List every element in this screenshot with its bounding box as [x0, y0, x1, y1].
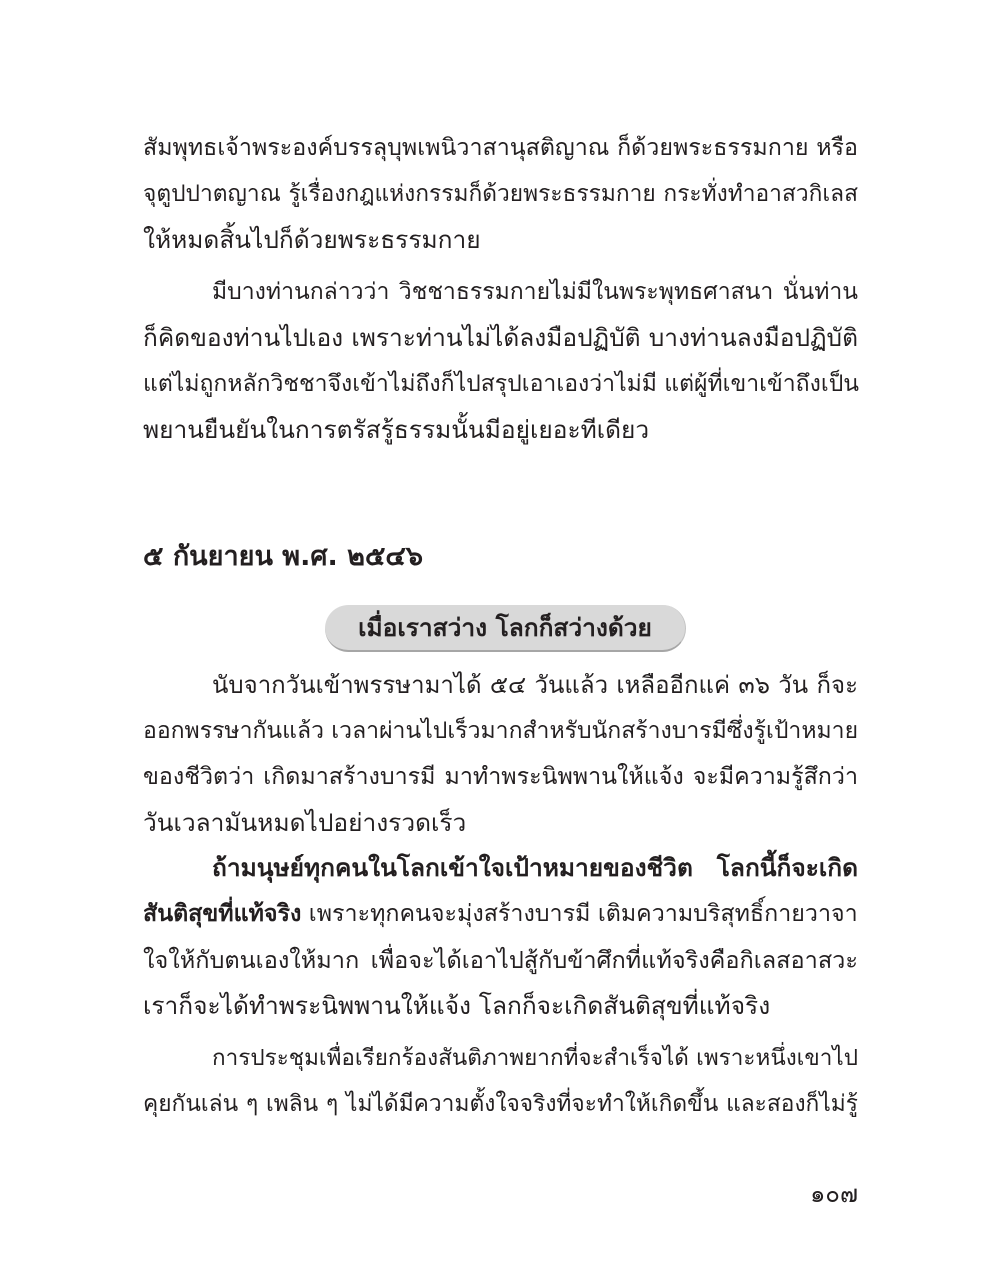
paragraph-2-line-2: ก็คิดของท่านไปเอง เพราะท่านไม่ได้ลงมือปฏิบัติ บางท่านลงมือปฏิบัติ — [143, 323, 858, 352]
paragraph-3-line-4: วันเวลามันหมดไปอย่างรวดเร็ว — [143, 808, 467, 837]
paragraph-4-line-2-rest: เพราะทุกคนจะมุ่งสร้างบารมี เติมความบริสุทธิ์กายวาจา — [301, 900, 858, 927]
paragraph-4-line-2 — [143, 896, 858, 932]
paragraph-3-line-3: ของชีวิตว่า เกิดมาสร้างบารมี มาทำพระนิพพานให้แจ้ง จะมีความรู้สึกว่า — [143, 763, 858, 790]
paragraph-1-line-3: ให้หมดสิ้นไปก็ด้วยพระธรรมกาย — [143, 225, 481, 254]
paragraph-2-line-1: มีบางท่านกล่าวว่า วิชชาธรรมกายไม่มีในพระพุทธศาสนา นั่นท่าน — [212, 279, 858, 305]
paragraph-2-line-4: พยานยืนยันในการตรัสรู้ธรรมนั้นมีอยู่เยอะทีเดียว — [143, 415, 650, 444]
paragraph-3-line-1: นับจากวันเข้าพรรษามาได้ ๕๔ วันแล้ว เหลืออีกแค่ ๓๖ วัน ก็จะ — [212, 671, 858, 699]
emphasis-text: สันติสุขที่แท้จริง — [143, 900, 302, 927]
paragraph-1-line-1: สัมพุทธเจ้าพระองค์บรรลุบุพเพนิวาสานุสติญาณ ก็ด้วยพระธรรมกาย หรือ — [143, 134, 858, 161]
section-title-pill — [325, 605, 686, 652]
paragraph-5-line-1: การประชุมเพื่อเรียกร้องสันติภาพยากที่จะสำเร็จได้ เพราะหนึ่งเขาไป — [212, 1045, 858, 1071]
date-heading: ๕ กันยายน พ.ศ. ๒๕๔๖ — [143, 541, 423, 572]
section-title: เมื่อเราสว่าง โลกก็สว่างด้วย — [358, 613, 652, 642]
paragraph-4-line-4: เราก็จะได้ทำพระนิพพานให้แจ้ง โลกก็จะเกิดสันติสุขที่แท้จริง — [143, 991, 771, 1020]
paragraph-2-line-3: แต่ไม่ถูกหลักวิชชาจึงเข้าไม่ถึงก็ไปสรุปเอาเองว่าไม่มี แต่ผู้ที่เขาเข้าถึงเป็น — [143, 371, 860, 397]
page-number: ๑๐๗ — [810, 1180, 858, 1208]
paragraph-4-line-1: ถ้ามนุษย์ทุกคนในโลกเข้าใจเป้าหมายของชีวิต โลกนี้ก็จะเกิด — [212, 853, 858, 882]
paragraph-3-line-2: ออกพรรษากันแล้ว เวลาผ่านไปเร็วมากสำหรับนักสร้างบารมีซึ่งรู้เป้าหมาย — [143, 718, 859, 744]
paragraph-4-line-3: ใจให้กับตนเองให้มาก เพื่อจะได้เอาไปสู้กับข้าศึกที่แท้จริงคือกิเลสอาสวะ — [143, 946, 858, 974]
paragraph-1-line-2: จุตูปปาตญาณ รู้เรื่องกฎแห่งกรรมก็ด้วยพระธรรมกาย กระทั่งทำอาสวกิเลส — [143, 181, 858, 207]
paragraph-5-line-2: คุยกันเล่น ๆ เพลิน ๆ ไม่ได้มีความตั้งใจจริงที่จะทำให้เกิดขึ้น และสองก็ไม่รู้ — [143, 1091, 858, 1117]
